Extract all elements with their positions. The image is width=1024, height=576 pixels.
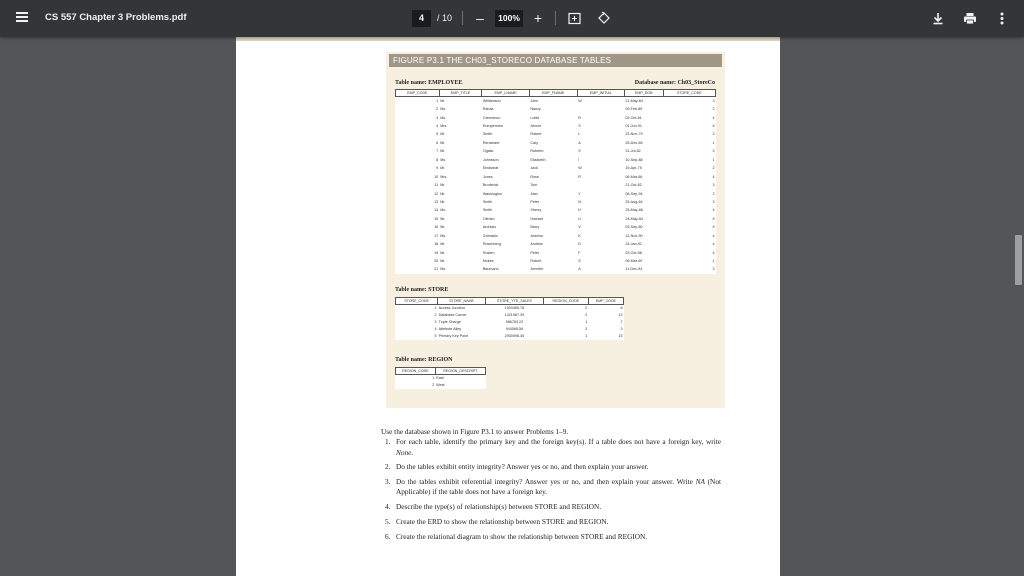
table-cell: 9 xyxy=(436,166,439,171)
column-header: EMP_DOB xyxy=(624,90,663,97)
divider xyxy=(462,11,463,25)
table-header-row xyxy=(396,368,486,375)
table-header-row xyxy=(396,298,624,305)
table-cell: 2 xyxy=(585,313,588,318)
table-cell: 1 xyxy=(434,306,437,311)
table-cell: V xyxy=(578,225,581,230)
table-cell: 2 xyxy=(434,313,437,318)
table-cell: 10 xyxy=(434,174,439,179)
table-cell: Jennie xyxy=(530,124,542,129)
page-top-edge xyxy=(236,37,780,41)
table-cell: Ms. xyxy=(440,233,447,238)
table-cell: 1 xyxy=(585,334,588,339)
table-cell: 5 xyxy=(712,124,715,129)
table-cell: Smith xyxy=(482,132,493,137)
table-cell: 2 xyxy=(712,166,715,171)
table-cell: John xyxy=(530,98,539,103)
fit-page-icon[interactable] xyxy=(566,10,582,26)
problem-number: 6. xyxy=(385,531,391,541)
table-cell: K xyxy=(578,233,581,238)
table-cell: Mrs. xyxy=(440,174,448,179)
table-cell: H xyxy=(578,208,581,213)
table-cell: 4 xyxy=(436,124,439,129)
table-cell: Ms. xyxy=(440,208,447,213)
table-cell: 10-Sep-88 xyxy=(625,157,643,162)
table-cell: 3 xyxy=(436,115,439,120)
table-cell: Ms. xyxy=(440,115,447,120)
region-table xyxy=(395,367,486,389)
column-header: EMP_LNAME xyxy=(482,90,530,97)
table-cell: Greenboro xyxy=(482,115,501,120)
table-cell: 13 xyxy=(434,199,439,204)
table-cell: 4 xyxy=(712,115,715,120)
problem-number: 4. xyxy=(385,502,391,512)
table-row xyxy=(396,382,486,389)
table-cell: 5 xyxy=(436,132,439,137)
table-cell: East xyxy=(436,376,444,381)
table-cell: 18 xyxy=(434,242,439,247)
pdf-page xyxy=(236,37,780,576)
table-cell: 2 xyxy=(432,383,435,387)
table-cell: 31-Jul-82 xyxy=(625,149,641,154)
table-cell: 4 xyxy=(712,242,715,247)
table-cell: Williamson xyxy=(482,98,501,103)
table-cell: 12 xyxy=(618,313,623,318)
table-row xyxy=(396,181,716,189)
table-row xyxy=(396,97,716,105)
column-header: EMP_CODE xyxy=(396,90,440,97)
table-cell: 2 xyxy=(712,107,715,112)
table-cell: 1 xyxy=(712,157,715,162)
table-cell: Renselaer xyxy=(482,140,500,145)
table-cell: 11 xyxy=(434,183,439,188)
table-cell: Attribute Alley xyxy=(438,327,462,332)
table-cell: 02-Oct-81 xyxy=(625,115,642,120)
table-cell: 3 xyxy=(712,183,715,188)
table-cell: W xyxy=(578,98,582,103)
table-cell: Ms. xyxy=(440,157,447,162)
table-row xyxy=(396,232,716,240)
problems-intro: Use the database shown in Figure P3.1 to answer Problems 1–9. xyxy=(381,427,569,436)
problem-text: Create the relational diagram to show the relationship between STORE and REGION. xyxy=(396,531,648,541)
table-cell: 1 xyxy=(585,320,588,325)
employee-table xyxy=(395,89,716,274)
table-cell: 20 xyxy=(434,259,439,264)
table-cell: 1 xyxy=(436,98,439,103)
more-vert-icon[interactable] xyxy=(994,10,1010,26)
table-cell: 1 xyxy=(432,376,435,381)
problem-item xyxy=(381,437,721,458)
table-cell: Andrew xyxy=(530,242,543,247)
column-header: EMP_INITIAL xyxy=(577,90,624,97)
table-cell: 3 xyxy=(712,267,715,272)
table-cell: Eindsmar xyxy=(482,166,499,171)
table-cell: Elizabeth xyxy=(530,157,546,162)
problem-emphasis: None. xyxy=(396,447,414,457)
table-cell: 2 xyxy=(585,306,588,311)
table-cell: 2 xyxy=(585,327,588,332)
table-cell: N xyxy=(578,199,581,204)
download-icon[interactable] xyxy=(930,10,946,26)
table-row xyxy=(396,265,716,273)
employee-table-label: Table name: EMPLOYEE xyxy=(395,80,463,86)
problem-emphasis: NA xyxy=(695,477,705,487)
table-cell: R xyxy=(578,174,581,179)
table-cell: R xyxy=(578,115,581,120)
table-cell: Grimaldo xyxy=(482,233,498,238)
table-cell: Rosten xyxy=(482,250,495,255)
table-row xyxy=(396,333,624,340)
table-cell: Ms. xyxy=(440,267,447,272)
table-cell: Archialo xyxy=(482,225,497,230)
table-cell: 08-Sep-94 xyxy=(625,191,643,196)
table-cell: S xyxy=(578,124,581,129)
region-table-label: Table name: REGION xyxy=(395,357,453,363)
problem-item xyxy=(381,502,721,512)
table-cell: F xyxy=(578,250,581,255)
table-cell: 17 xyxy=(434,233,439,238)
table-cell: L xyxy=(578,132,581,137)
table-cell: A xyxy=(578,140,581,145)
table-cell: Ms. xyxy=(440,107,447,112)
table-cell: Primary Key Point xyxy=(438,334,469,339)
table-cell: Howard xyxy=(530,216,544,221)
table-row xyxy=(396,248,716,256)
problem-text: Do the tables exhibit referential integrity? Answer yes or no, and then explain your answer. Write xyxy=(396,477,696,487)
table-row xyxy=(396,257,716,265)
page-number-input[interactable]: 4 xyxy=(412,10,431,27)
table-cell: Mckee xyxy=(482,259,494,264)
table-cell: 3 xyxy=(620,327,623,332)
table-cell: 4 xyxy=(434,327,437,332)
table-row xyxy=(396,156,716,164)
table-cell: Mr. xyxy=(440,98,446,103)
table-row xyxy=(396,172,716,180)
table-cell: 12 xyxy=(434,191,439,196)
problem-number: 5. xyxy=(385,517,391,527)
toolbar-actions xyxy=(930,10,1010,26)
store-table xyxy=(395,297,624,340)
table-cell: Mr. xyxy=(440,199,446,204)
table-cell: Ratula xyxy=(482,107,494,112)
column-header: STORE_CODE xyxy=(396,298,438,305)
table-cell: 01-Jun-91 xyxy=(625,124,642,129)
table-cell: Washington xyxy=(482,191,503,196)
table-cell xyxy=(577,105,624,113)
table-cell: Sherry xyxy=(530,208,542,213)
table-cell: 3 xyxy=(712,132,715,137)
table-cell: Access Junction xyxy=(438,306,466,311)
table-cell: Jennifer xyxy=(530,267,544,272)
table-cell: Jones xyxy=(482,174,493,179)
table-cell: 03-Sep-80 xyxy=(625,225,643,230)
table-cell: Rumperstno xyxy=(482,124,503,129)
table-cell: Broderick xyxy=(482,183,499,188)
table-cell: 3 xyxy=(712,199,715,204)
table-cell: 24-May-84 xyxy=(625,216,643,221)
table-cell: Rose xyxy=(530,174,539,179)
table-cell: Rosenberg xyxy=(482,242,501,247)
table-cell: U xyxy=(578,216,581,221)
print-icon[interactable] xyxy=(962,10,978,26)
table-cell: W xyxy=(578,166,582,171)
table-cell: Peter xyxy=(530,199,540,204)
table-cell: Robert xyxy=(530,259,542,264)
table-cell: 986783.22 xyxy=(505,320,524,325)
table-cell: D xyxy=(578,242,581,247)
table-cell: 5 xyxy=(434,334,437,339)
table-cell: Roberto xyxy=(530,149,544,154)
table-cell: Y xyxy=(578,191,581,196)
table-cell: Mr. xyxy=(440,183,446,188)
menu-icon[interactable] xyxy=(14,10,30,26)
table-cell: Peter xyxy=(530,250,540,255)
table-cell: Olenko xyxy=(482,216,495,221)
table-cell: 12-Nov-90 xyxy=(625,233,643,238)
problem-list xyxy=(381,437,721,542)
column-header: EMP_FNAME xyxy=(529,90,577,97)
database-name-label: Database name: Ch03_StoreCo xyxy=(634,80,715,86)
table-cell: 21-May-64 xyxy=(625,98,643,103)
table-cell: 4 xyxy=(712,250,715,255)
column-header: EMP_TITLE xyxy=(439,90,482,97)
table-cell: 15 xyxy=(618,334,623,339)
table-cell: 5 xyxy=(712,225,715,230)
table-cell: Mrs. xyxy=(440,124,448,129)
table-cell: 4 xyxy=(712,233,715,238)
page-total: / 10 xyxy=(437,13,453,23)
table-cell: 11-Dec-94 xyxy=(625,267,643,272)
table-cell: 1 xyxy=(712,259,715,264)
table-row xyxy=(396,122,716,130)
problem-number: 2. xyxy=(385,462,391,472)
table-cell: 06-Mar-66 xyxy=(625,174,643,179)
table-cell: 8 xyxy=(436,157,439,162)
table-cell: 1421987.39 xyxy=(504,313,525,318)
table-cell: 19 xyxy=(434,250,439,255)
table-cell: Mr. xyxy=(440,132,446,137)
table-row xyxy=(396,206,716,214)
table-cell: Johnsson xyxy=(482,157,499,162)
table-row xyxy=(396,139,716,147)
document-title: CS 557 Chapter 3 Problems.pdf xyxy=(45,12,187,23)
table-cell: 4 xyxy=(712,174,715,179)
problem-number: 3. xyxy=(385,477,391,487)
divider xyxy=(555,11,556,25)
problem-text: Describe the type(s) of relationship(s) between STORE and REGION. xyxy=(396,502,602,512)
table-cell: 4 xyxy=(712,208,715,213)
table-cell: Mr. xyxy=(440,259,446,264)
table-row xyxy=(396,105,716,113)
table-cell: 03-Oct-88 xyxy=(625,250,642,255)
problem-item xyxy=(381,517,721,527)
table-cell: S xyxy=(578,259,581,264)
vertical-scrollbar[interactable] xyxy=(1012,37,1024,576)
problems-text xyxy=(381,427,721,547)
problem-text: For each table, identify the primary key and the foreign key(s). If a table does not have a foreign key, write xyxy=(396,437,721,447)
table-cell: 24-Jan-91 xyxy=(625,242,642,247)
figure-p3-1 xyxy=(386,52,725,408)
table-row xyxy=(396,189,716,197)
table-cell: 5 xyxy=(712,216,715,221)
table-cell: 21-Oct-82 xyxy=(625,183,642,188)
table-cell: Smith xyxy=(482,199,493,204)
table-cell: Mr. xyxy=(440,225,446,230)
table-cell: 8 xyxy=(620,306,623,311)
table-cell: I xyxy=(578,157,580,162)
table-cell: Mr. xyxy=(440,149,446,154)
table-cell: Jeanine xyxy=(530,233,544,238)
table-cell: 21 xyxy=(434,267,439,272)
table-row xyxy=(396,305,624,312)
store-table-label: Table name: STORE xyxy=(395,287,449,293)
table-cell: 1 xyxy=(712,140,715,145)
table-row xyxy=(396,240,716,248)
table-cell: 14 xyxy=(434,208,439,213)
figure-title: FIGURE P3.1 THE CH03_STORECO DATABASE TABLES xyxy=(389,54,722,67)
table-cell: 19-Apr-75 xyxy=(625,166,642,171)
table-row xyxy=(396,164,716,172)
table-cell: 6 xyxy=(436,140,439,145)
table-row xyxy=(396,147,716,155)
table-cell: A xyxy=(578,267,581,272)
table-cell: 23-Nov-79 xyxy=(625,132,643,137)
table-row xyxy=(396,130,716,138)
table-row xyxy=(396,326,624,333)
problem-item xyxy=(381,462,721,472)
table-row xyxy=(396,215,716,223)
table-cell: Smith xyxy=(482,208,493,213)
table-cell: Mr. xyxy=(440,166,446,171)
table-cell: Mr. xyxy=(440,191,446,196)
page-zoom-controls xyxy=(412,9,612,27)
table-cell: 3 xyxy=(712,98,715,103)
table-cell: 7 xyxy=(620,320,623,325)
table-cell: 16 xyxy=(434,225,439,230)
pdf-toolbar xyxy=(0,0,1024,37)
table-cell: 25-May-66 xyxy=(625,208,643,213)
column-header: REGION_DESCRIPT xyxy=(435,368,485,375)
table-row xyxy=(396,223,716,231)
table-row xyxy=(396,113,716,121)
problem-text-tail: (Not Applicable) if the table does not have a foreign key. xyxy=(396,477,722,497)
column-header: REGION_CODE xyxy=(396,368,436,375)
table-cell: 25-Dec-65 xyxy=(625,140,643,145)
table-cell: 2930098.45 xyxy=(504,334,525,339)
zoom-out-button[interactable]: – xyxy=(476,10,484,26)
problem-number: 1. xyxy=(385,437,391,447)
table-cell: Robert xyxy=(530,132,542,137)
column-header: EMP_CODE xyxy=(588,298,623,305)
table-cell: 09-Feb-89 xyxy=(625,107,643,112)
table-cell: Mr. xyxy=(440,140,446,145)
table-cell: Cary xyxy=(530,140,539,145)
rotate-icon[interactable] xyxy=(596,10,612,26)
table-row xyxy=(396,312,624,319)
table-header-row xyxy=(396,90,716,97)
column-header: STORE_CODE xyxy=(663,90,715,97)
scrollbar-thumb[interactable] xyxy=(1015,235,1022,285)
table-cell: S xyxy=(578,149,581,154)
table-row xyxy=(396,198,716,206)
table-cell xyxy=(577,181,624,189)
problem-item xyxy=(381,477,721,498)
table-cell: Mr. xyxy=(440,242,446,247)
table-cell: Alan xyxy=(530,191,538,196)
table-cell: Ogallo xyxy=(482,149,494,154)
table-cell: Baumann xyxy=(482,267,499,272)
column-header: REGION_CODE xyxy=(543,298,588,305)
table-cell: 3 xyxy=(434,320,437,325)
table-cell: 3 xyxy=(712,149,715,154)
table-cell: 15 xyxy=(434,216,439,221)
table-cell: 7 xyxy=(436,149,439,154)
zoom-level-input[interactable]: 100% xyxy=(495,10,523,27)
table-cell: Tuple Charge xyxy=(438,320,461,325)
table-row xyxy=(396,319,624,326)
table-cell: Jack xyxy=(530,166,538,171)
table-cell: 2 xyxy=(712,191,715,196)
problem-text: Create the ERD to show the relationship between STORE and REGION. xyxy=(396,517,609,527)
table-cell: 06-Mar-90 xyxy=(625,259,643,264)
column-header: STORE_YTD_SALES xyxy=(485,298,543,305)
column-header: STORE_NAME xyxy=(438,298,486,305)
problem-item xyxy=(381,532,721,542)
table-cell: Tom xyxy=(530,183,538,188)
table-cell: Nancy xyxy=(530,107,541,112)
table-cell: Database Corner xyxy=(438,313,467,318)
zoom-in-button[interactable]: + xyxy=(533,10,543,26)
table-cell: Mr. xyxy=(440,250,446,255)
table-cell: 1003455.76 xyxy=(504,306,525,311)
table-cell: Mr. xyxy=(440,216,446,221)
table-cell: Barry xyxy=(530,225,540,230)
table-cell: 25-Aug-64 xyxy=(625,199,643,204)
table-cell: 2 xyxy=(436,107,439,112)
table-cell: Lottie xyxy=(530,115,540,120)
table-row xyxy=(396,375,486,382)
table-cell: 944568.56 xyxy=(505,327,524,332)
table-cell: West xyxy=(436,383,445,387)
problem-text: Do the tables exhibit entity integrity? Answer yes or no, and then explain your answer. xyxy=(396,462,649,472)
